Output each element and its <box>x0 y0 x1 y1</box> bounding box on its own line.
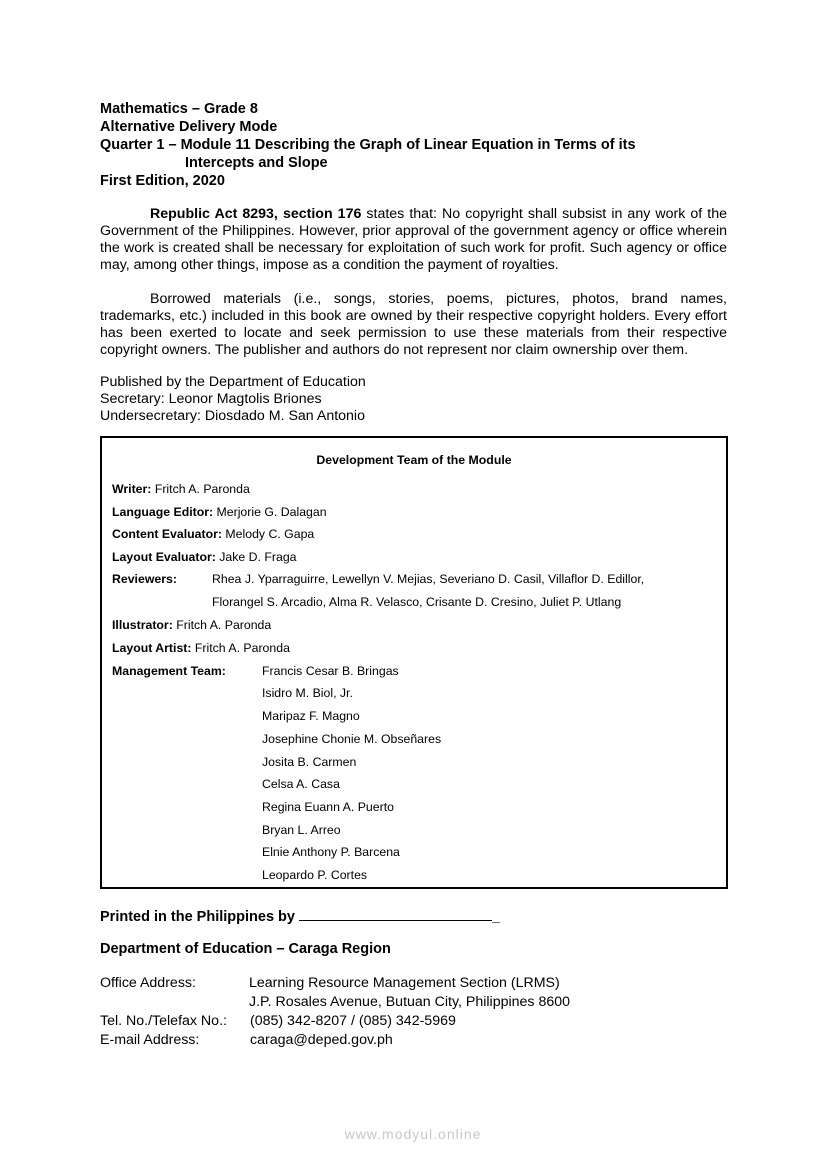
copyright-text: states that: No copyright shall subsist in any work of the Government of the Philippines. However, prior approval of the government agency or office wherein the work is created shall be necessary for exploitation of such work for profit. Such agency or office may, among other things, impose as a condition the payment of royalties. <box>100 206 728 273</box>
printed-line <box>100 907 500 925</box>
content-evaluator-name: Melody C. Gapa <box>222 527 315 541</box>
illustrator-row <box>112 618 271 633</box>
region-title: Department of Education – Caraga Region <box>100 941 391 957</box>
office-label: Office Address: <box>100 975 196 991</box>
tel-value: (085) 342-8207 / (085) 342-5969 <box>250 1013 456 1029</box>
content-evaluator-row <box>112 527 314 542</box>
management-member: Leopardo P. Cortes <box>262 868 368 882</box>
title-module: Quarter 1 – Module 11 Describing the Graph of Linear Equation in Terms of its <box>100 137 636 153</box>
illustrator-name: Fritch A. Paronda <box>172 618 272 632</box>
printed-blank <box>299 907 492 921</box>
copyright-paragraph <box>100 206 727 274</box>
secretary-line: Secretary: Leonor Magtolis Briones <box>100 391 322 407</box>
writer-name: Fritch A. Paronda <box>151 482 250 496</box>
language-editor-name: Merjorie G. Dalagan <box>213 505 327 519</box>
borrowed-paragraph <box>100 291 727 359</box>
title-module-cont: Intercepts and Slope <box>185 155 328 171</box>
layout-artist-label: Layout Artist: <box>112 641 192 655</box>
layout-evaluator-label: Layout Evaluator: <box>112 550 216 564</box>
management-member: Isidro M. Biol, Jr. <box>262 686 353 700</box>
management-member: Bryan L. Arreo <box>262 823 341 837</box>
printed-tail: _ <box>492 909 501 925</box>
office-line-1: Learning Resource Management Section (LRMS) <box>249 975 560 991</box>
undersecretary-line: Undersecretary: Diosdado M. San Antonio <box>100 408 365 424</box>
writer-label: Writer: <box>112 482 152 496</box>
writer-row <box>112 482 250 497</box>
publisher-line: Published by the Department of Education <box>100 374 366 390</box>
tel-label: Tel. No./Telefax No.: <box>100 1013 227 1029</box>
management-member: Regina Euann A. Puerto <box>262 800 394 814</box>
team-title: Development Team of the Module <box>316 453 512 467</box>
language-editor-row <box>112 505 327 520</box>
borrowed-text: Borrowed materials (i.e., songs, stories, poems, pictures, photos, brand names, trademarks, etc.) included in this book are owned by their respective copyright holders. Every effort has been exerted to locate and seek permission to use these materials from their respective copyright owners. The publisher and authors do not represent nor claim ownership over them. <box>100 291 727 358</box>
title-subject: Mathematics – Grade 8 <box>100 101 258 117</box>
management-member: Josita B. Carmen <box>262 755 357 769</box>
language-editor-label: Language Editor: <box>112 505 214 519</box>
printed-label: Printed in the Philippines by <box>100 909 295 925</box>
title-edition: First Edition, 2020 <box>100 173 225 189</box>
illustrator-label: Illustrator: <box>112 618 173 632</box>
reviewers-line-1: Rhea J. Yparraguirre, Lewellyn V. Mejias, Severiano D. Casil, Villaflor D. Edillor, <box>212 572 645 586</box>
email-value: caraga@deped.gov.ph <box>250 1032 393 1048</box>
content-evaluator-label: Content Evaluator: <box>112 527 222 541</box>
reviewers-label: Reviewers: <box>112 572 177 586</box>
management-member: Celsa A. Casa <box>262 777 340 791</box>
title-mode: Alternative Delivery Mode <box>100 119 278 135</box>
management-member: Josephine Chonie M. Obseñares <box>262 732 442 746</box>
layout-evaluator-name: Jake D. Fraga <box>215 550 297 564</box>
management-label: Management Team: <box>112 664 226 678</box>
development-team-box <box>100 436 728 889</box>
office-line-2: J.P. Rosales Avenue, Butuan City, Philippines 8600 <box>249 994 571 1010</box>
management-member: Francis Cesar B. Bringas <box>262 664 399 678</box>
layout-artist-row <box>112 641 290 656</box>
management-member: Elnie Anthony P. Barcena <box>262 845 400 859</box>
management-member: Maripaz F. Magno <box>262 709 360 723</box>
layout-artist-name: Fritch A. Paronda <box>191 641 290 655</box>
copyright-lead: Republic Act 8293, section 176 <box>150 206 362 222</box>
reviewers-line-2: Florangel S. Arcadio, Alma R. Velasco, Crisante D. Cresino, Juliet P. Utlang <box>212 595 622 609</box>
watermark: www.modyul.online <box>344 1126 482 1142</box>
email-label: E-mail Address: <box>100 1032 200 1048</box>
layout-evaluator-row <box>112 550 297 565</box>
